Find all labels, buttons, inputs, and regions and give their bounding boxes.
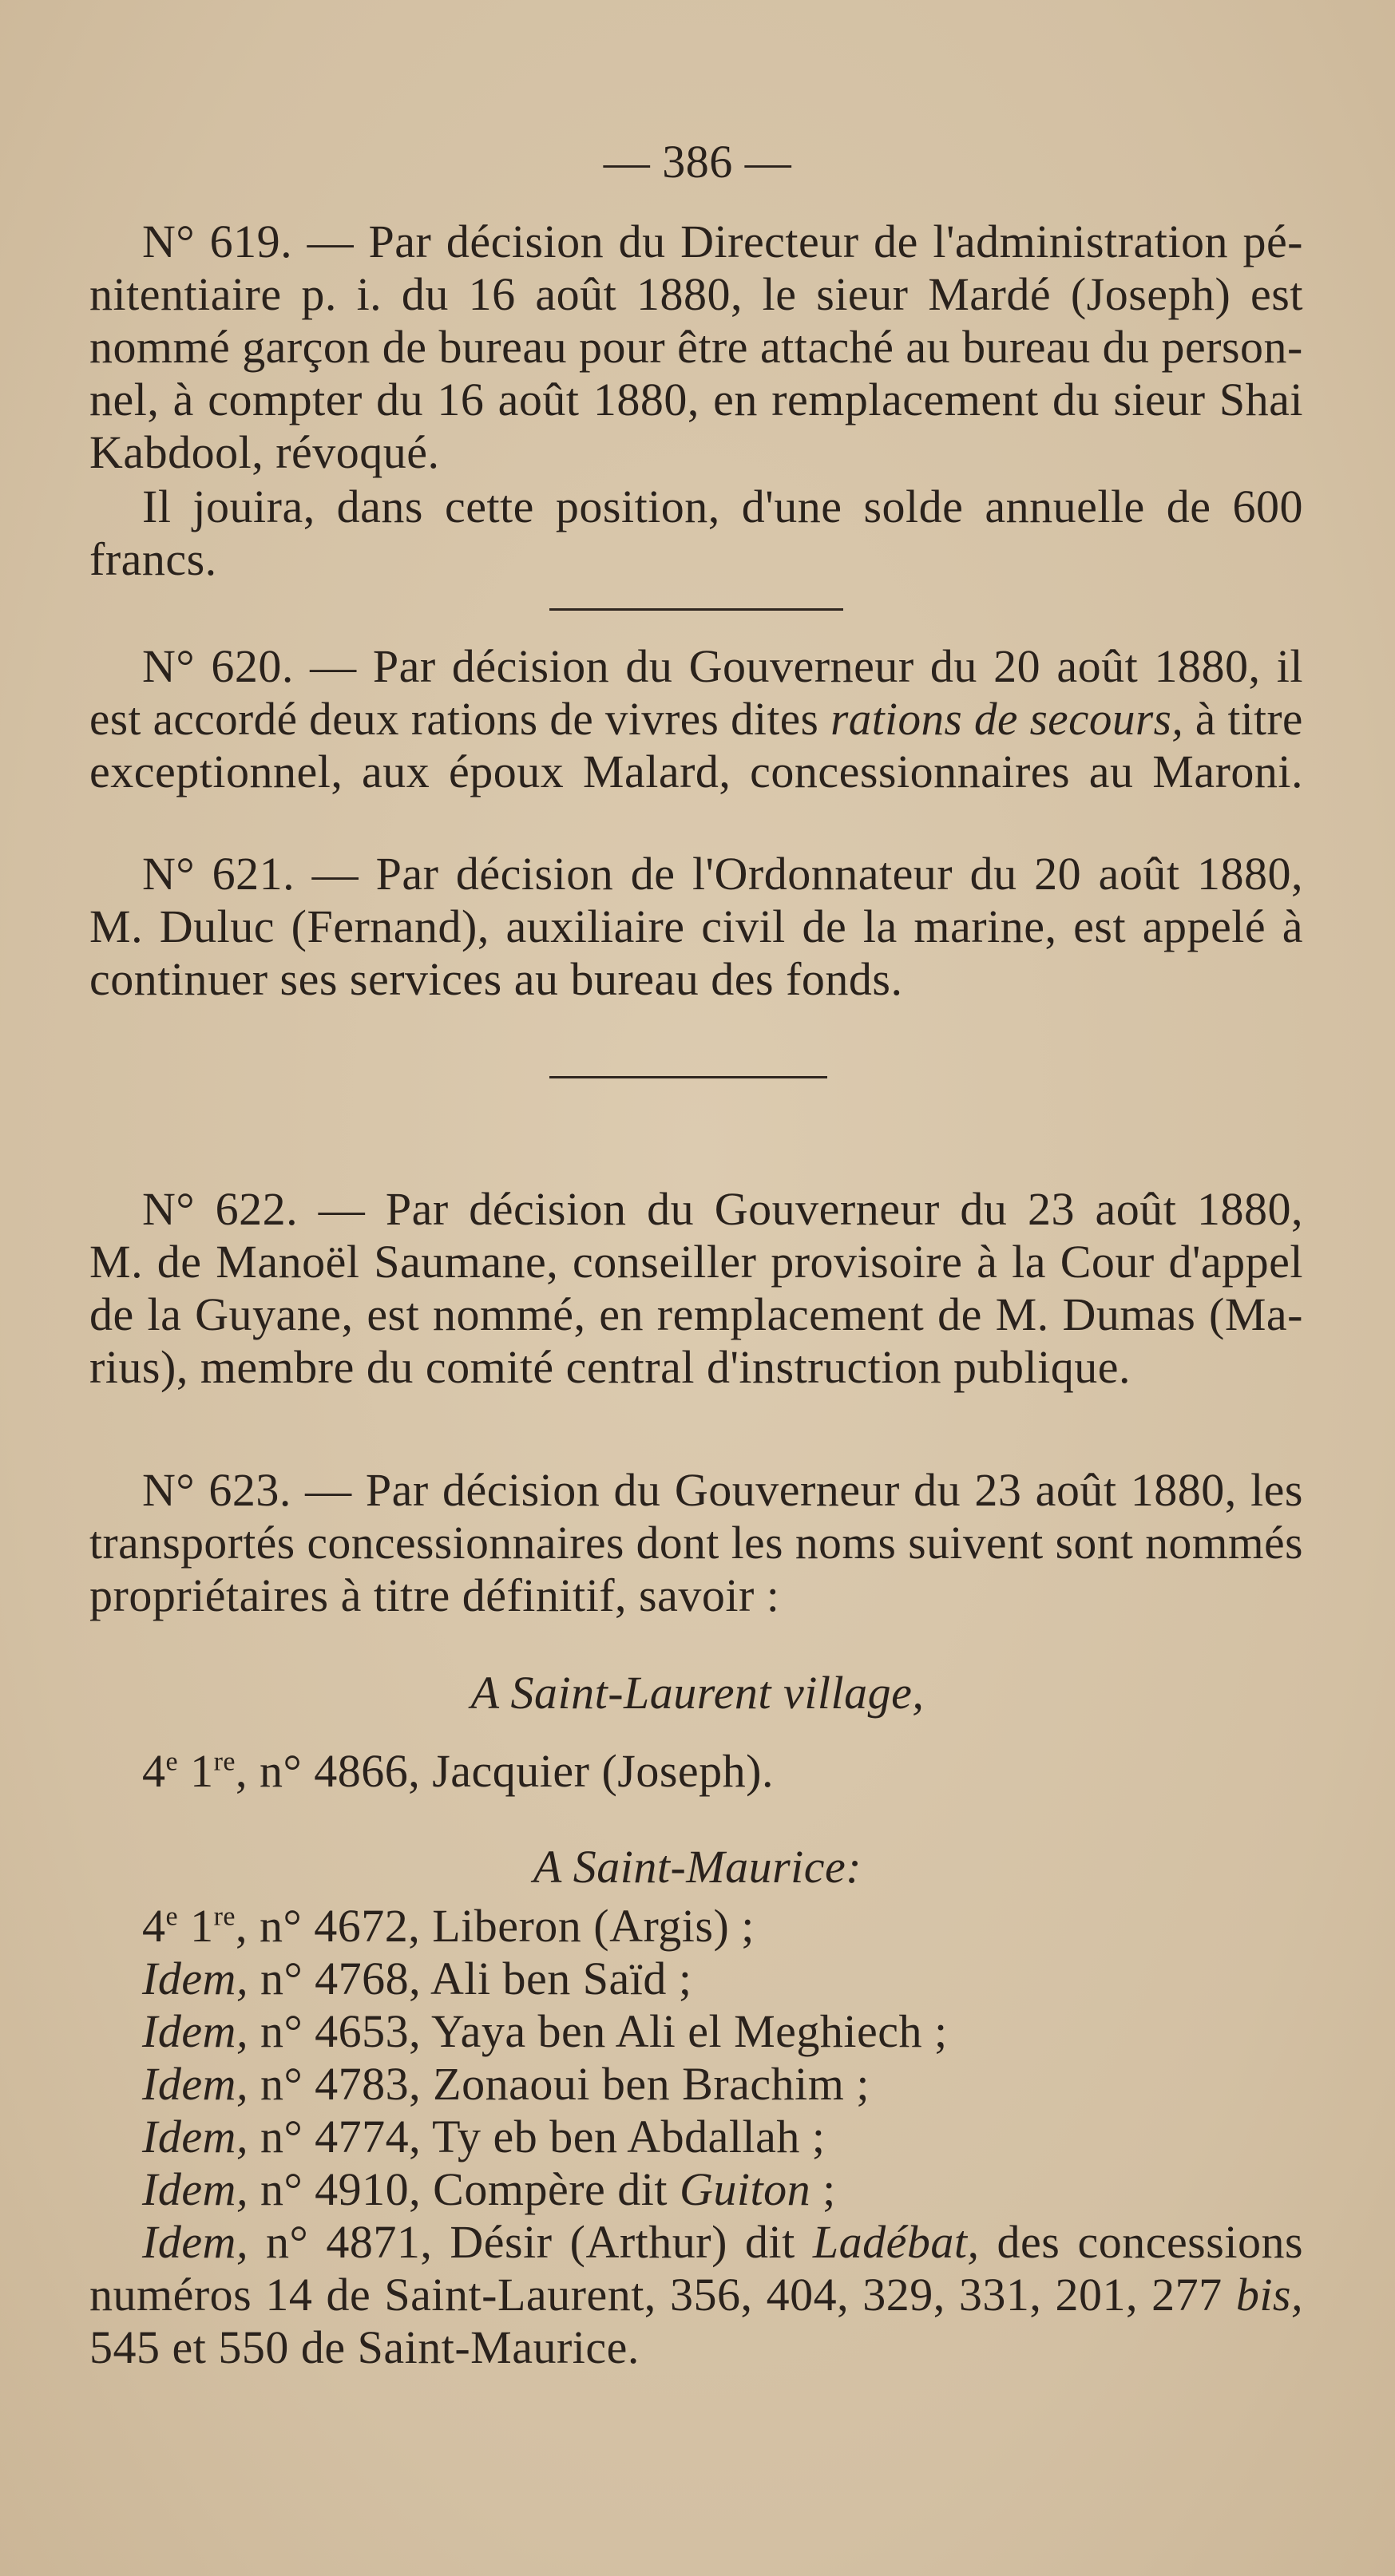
saint-maurice-entry-1 [142,1900,1303,1953]
saint-maurice-entry-7-cont [89,2269,1303,2321]
bis-label: bis, [1235,2269,1303,2321]
entry-620-line-2 [89,693,1303,746]
entry-620-text: à titre [1183,693,1303,745]
entry-622-line-2: M. de Manoël Saumane, conseiller provisoire à la Cour d'appel [89,1236,1303,1288]
entry-619-line-5: Kabdool, révoqué. [89,426,440,478]
row-number: 1 [178,1745,214,1797]
row-text: des concessions [979,2216,1304,2268]
page-number: — 386 — [603,136,792,188]
row-number: 4 [142,1900,166,1952]
idem-label: Idem, [142,2163,248,2215]
row-text: n° 4783, Zonaoui ben Brachim ; [248,2058,870,2110]
heading-saint-laurent: A Saint-Laurent village, [470,1667,925,1719]
entry-619-line-4: nel, à compter du 16 août 1880, en remplacement du sieur Shai [89,374,1303,425]
separator-rule [549,608,843,611]
entry-619-line-6: Il jouira, dans cette position, d'une solde annuelle de 600 [142,481,1303,532]
nickname: Guiton [679,2163,811,2215]
entry-620-italic: rations de secours, [830,693,1184,745]
saint-maurice-entry-7 [142,2216,1303,2269]
entry-619-line-2: nitentiaire p. i. du 16 août 1880, le sieur Mardé (Joseph) est [89,268,1303,320]
entry-622-line-3: de la Guyane, est nommé, en remplacement de M. Dumas (Ma- [89,1288,1303,1340]
entry-619-line-3: nommé garçon de bureau pour être attaché au bureau du person- [89,321,1303,373]
saint-maurice-entry-5 [142,2111,1303,2163]
entry-620-line-3: exceptionnel, aux époux Malard, concessionnaires au Maroni. [89,746,1303,797]
idem-label: Idem, [142,2005,248,2057]
saint-maurice-entry-6 [142,2163,1303,2216]
superscript: e [165,1901,179,1932]
row-number: 1 [178,1900,214,1952]
entry-623-line-3: propriétaires à titre définitif, savoir : [89,1569,780,1621]
superscript: re [213,1747,236,1777]
row-text: n° 4768, Ali ben Saïd ; [248,1953,692,2004]
nickname: Ladébat, [812,2216,980,2268]
entry-623-line-2: transportés concessionnaires dont les noms suivent sont nommés [89,1517,1304,1569]
row-text: n° 4653, Yaya ben Ali el Meghiech ; [248,2005,948,2057]
row-text: ; [810,2163,836,2215]
entry-622-line-4: rius), membre du comité central d'instruction publique. [89,1341,1131,1393]
idem-label: Idem, [142,2216,248,2268]
saint-laurent-entry [142,1745,1303,1798]
saint-maurice-entry-3 [142,2005,1303,2058]
row-number: 4 [142,1745,166,1797]
row-text: n° 4774, Ty eb ben Abdallah ; [248,2111,826,2162]
entry-621-line-2: M. Duluc (Fernand), auxiliaire civil de la marine, est appelé à [89,900,1303,952]
superscript: e [165,1747,179,1777]
idem-label: Idem, [142,1953,248,2004]
row-text: , n° 4672, Liberon (Argis) ; [236,1900,755,1952]
saint-maurice-entry-4 [142,2058,1303,2111]
idem-label: Idem, [142,2058,248,2110]
saint-maurice-entry-2 [142,1953,1303,2005]
saint-maurice-entry-7-end: 545 et 550 de Saint-Maurice. [89,2321,640,2373]
heading-saint-maurice: A Saint-Maurice: [533,1841,862,1893]
row-text: n° 4910, Compère dit [248,2163,680,2215]
row-text: n° 4871, Désir (Arthur) dit [248,2216,813,2268]
entry-620-text: est accordé deux rations de vivres dites [89,693,831,745]
row-text: , n° 4866, Jacquier (Joseph). [236,1745,774,1797]
idem-label: Idem, [142,2111,248,2162]
superscript: re [213,1901,236,1932]
entry-621-line-3: continuer ses services au bureau des fonds. [89,953,903,1005]
entry-619-line-7: francs. [89,533,217,585]
entry-621-line-1: N° 621. — Par décision de l'Ordonnateur du 20 août 1880, [142,848,1303,900]
row-text: numéros 14 de Saint-Laurent, 356, 404, 329, 331, 201, 277 [89,2269,1236,2321]
separator-rule [549,1076,827,1078]
entry-619-line-1: N° 619. — Par décision du Directeur de l'administration pé- [142,216,1303,267]
entry-620-line-1: N° 620. — Par décision du Gouverneur du 20 août 1880, il [142,640,1303,692]
entry-622-line-1: N° 622. — Par décision du Gouverneur du 23 août 1880, [142,1183,1303,1235]
entry-623-line-1: N° 623. — Par décision du Gouverneur du 23 août 1880, les [142,1464,1303,1516]
